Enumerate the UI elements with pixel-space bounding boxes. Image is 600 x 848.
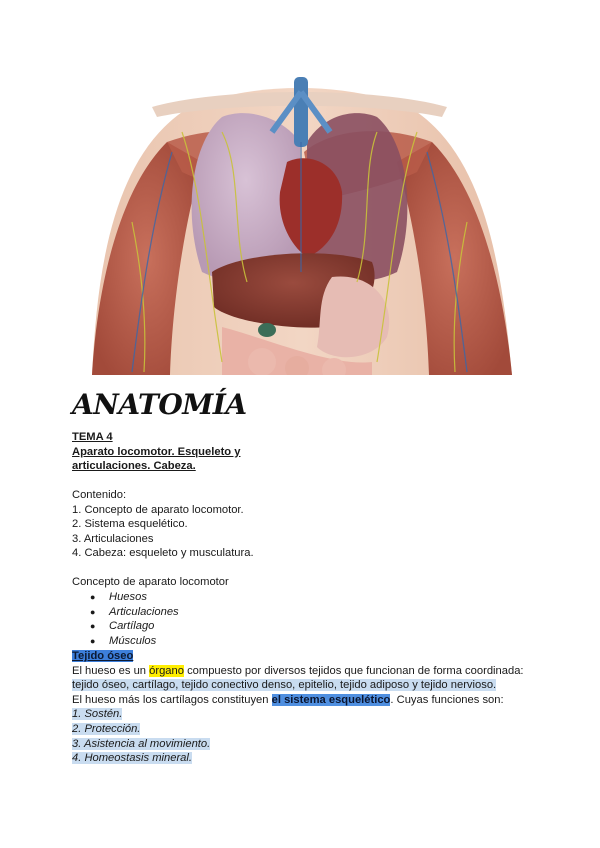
subtitle-line-2: articulaciones. Cabeza. xyxy=(72,460,196,473)
paragraph-3: El hueso más los cartílagos constituyen el sistema esquelético. Cuyas funciones son: xyxy=(72,693,504,706)
function-item: 2. Protección. xyxy=(72,722,141,735)
contents-item: 1. Concepto de aparato locomotor. xyxy=(72,503,244,516)
list-item: ● Músculos xyxy=(90,635,157,648)
function-item: 1. Sostén. xyxy=(72,708,123,721)
topic-header xyxy=(72,430,240,474)
function-item: 4. Homeostasis mineral. xyxy=(72,752,192,765)
contents-item: 2. Sistema esquelético. xyxy=(72,518,188,531)
contents-list xyxy=(72,488,254,561)
highlight-organo: órgano xyxy=(149,664,184,677)
function-item: 3. Asistencia al movimiento. xyxy=(72,737,211,750)
list-item: ● Articulaciones xyxy=(90,605,179,618)
subtitle-line-1: Aparato locomotor. Esqueleto y xyxy=(72,445,241,458)
tejido-oseo-section xyxy=(72,649,524,766)
paragraph-1: El hueso es un órgano compuesto por diversos tejidos que funcionan de forma coordinada: xyxy=(72,664,524,677)
contents-item: 4. Cabeza: esqueleto y musculatura. xyxy=(72,547,254,560)
list-item: ● Cartílago xyxy=(90,620,155,633)
concept-bullets xyxy=(90,590,179,649)
contents-label: Contenido: xyxy=(72,489,127,501)
tema-label: TEMA 4 xyxy=(72,431,113,443)
contents-item: 3. Articulaciones xyxy=(72,532,154,545)
paragraph-2: tejido óseo, cartílago, tejido conectivo denso, epitelio, tejido adiposo y tejido nervioso. xyxy=(72,679,497,692)
list-item: ● Huesos xyxy=(90,591,147,603)
page-title: ANATOMÍA xyxy=(72,388,247,421)
concept-heading: Concepto de aparato locomotor xyxy=(72,576,229,588)
highlight-sistema: el sistema esquelético xyxy=(271,693,391,706)
section-heading: Tejido óseo xyxy=(72,650,134,662)
anatomy-illustration xyxy=(72,72,527,375)
